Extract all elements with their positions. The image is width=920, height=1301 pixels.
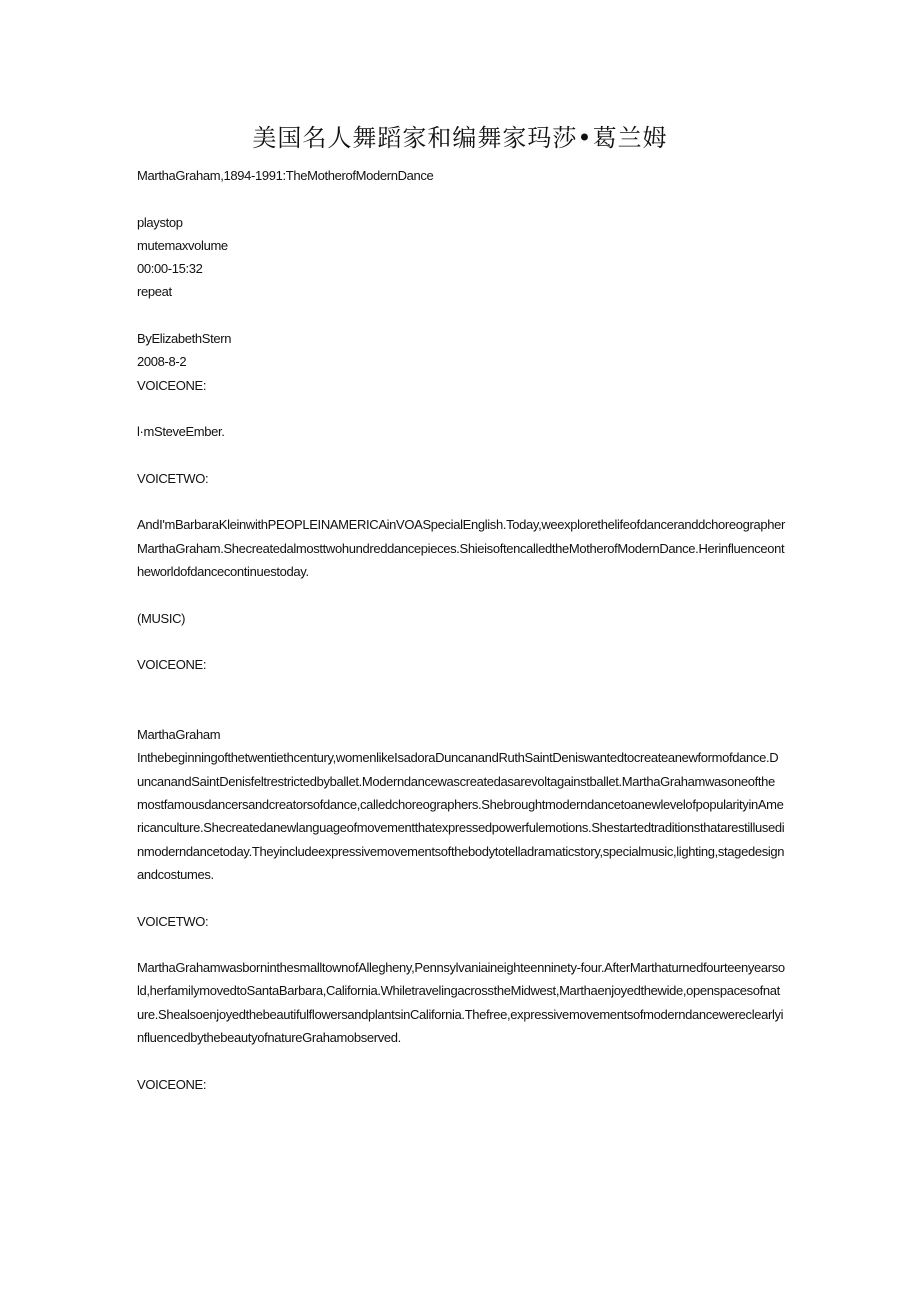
speaker-label: VOICETWO:: [137, 913, 209, 929]
player-repeat: repeat: [137, 284, 172, 300]
spacer: [137, 304, 785, 327]
document-body: [137, 164, 785, 1096]
player-play-stop: playstop: [137, 214, 183, 230]
date: 2008-8-2: [137, 354, 187, 370]
player-time: 00:00-15:32: [137, 261, 203, 277]
byline: ByElizabethStern: [137, 331, 232, 347]
paragraph: MarthaGrahamwasborninthesmalltownofAllegheny,Pennsylvaniaineighteenninety-four.AfterMarthaturnedfourteenyearsold,herfamilymovedtoSantaBarbara,California.WhiletravelingacrosstheMidwest,Marthaenjoyedthewide,openspacesofnature.ShealsoenjoyedthebeautifulflowersandplantsinCalifornia.Thefree,expressivemovementsofmoderndancewereclearlyinfluencedbythebeautyofnatureGrahamobserved.: [137, 960, 785, 1045]
paragraph: AndI'mBarbaraKleinwithPEOPLEINAMERICAinVOASpecialEnglish.Today,weexplorethelifeofdanceranddchoreographerMarthaGraham.Shecreatedalmosttwohundreddancepieces.ShieisoftencalledtheMotherofModernDance.Herinfluenceontheworldofdancecontinuestoday.: [137, 517, 785, 580]
speaker-label: VOICEONE:: [137, 1076, 207, 1092]
spacer: [137, 630, 785, 653]
document-title: 美国名人舞蹈家和编舞家玛莎•葛兰姆: [252, 124, 668, 152]
speaker-label: VOICEONE:: [137, 377, 207, 393]
image-caption: MarthaGraham: [137, 727, 221, 743]
spacer: [137, 187, 785, 210]
speaker-label: VOICEONE:: [137, 657, 207, 673]
player-mute-volume: mutemaxvolume: [137, 237, 228, 253]
spacer: [137, 583, 785, 606]
spacer: [137, 886, 785, 909]
spacer: [137, 933, 785, 956]
speaker-label: VOICETWO:: [137, 470, 209, 486]
music-cue: (MUSIC): [137, 610, 186, 626]
paragraph: Inthebeginningofthetwentiethcentury,womenlikeIsadoraDuncanandRuthSaintDeniswantedtocreateanewformofdance.DuncanandSaintDenisfeltrestrictedbyballet.Moderndancewascreatedasarevoltagainstballet.MarthaGrahamwasoneofthemostfamousdancersandcreatorsofdance,calledchoreographers.ShebroughtmoderndancetoanewlevelofpopularityinAmericanculture.Shecreatedanewlanguageofmovementthatexpressedpowerfulemotions.Shestartedtraditionsthatarestillusedinmoderndancetoday.Theyincludeexpressivemovementsofthebodytotelladramaticstory,specialmusic,lighting,stagedesignandcostumes.: [137, 750, 785, 882]
spacer: [137, 490, 785, 513]
spacer: [137, 1049, 785, 1072]
spacer: [137, 444, 785, 467]
paragraph: l·mSteveEmber.: [137, 424, 225, 440]
subtitle: MarthaGraham,1894-1991:TheMotherofModernDance: [137, 168, 434, 183]
spacer: [137, 677, 785, 724]
spacer: [137, 397, 785, 420]
